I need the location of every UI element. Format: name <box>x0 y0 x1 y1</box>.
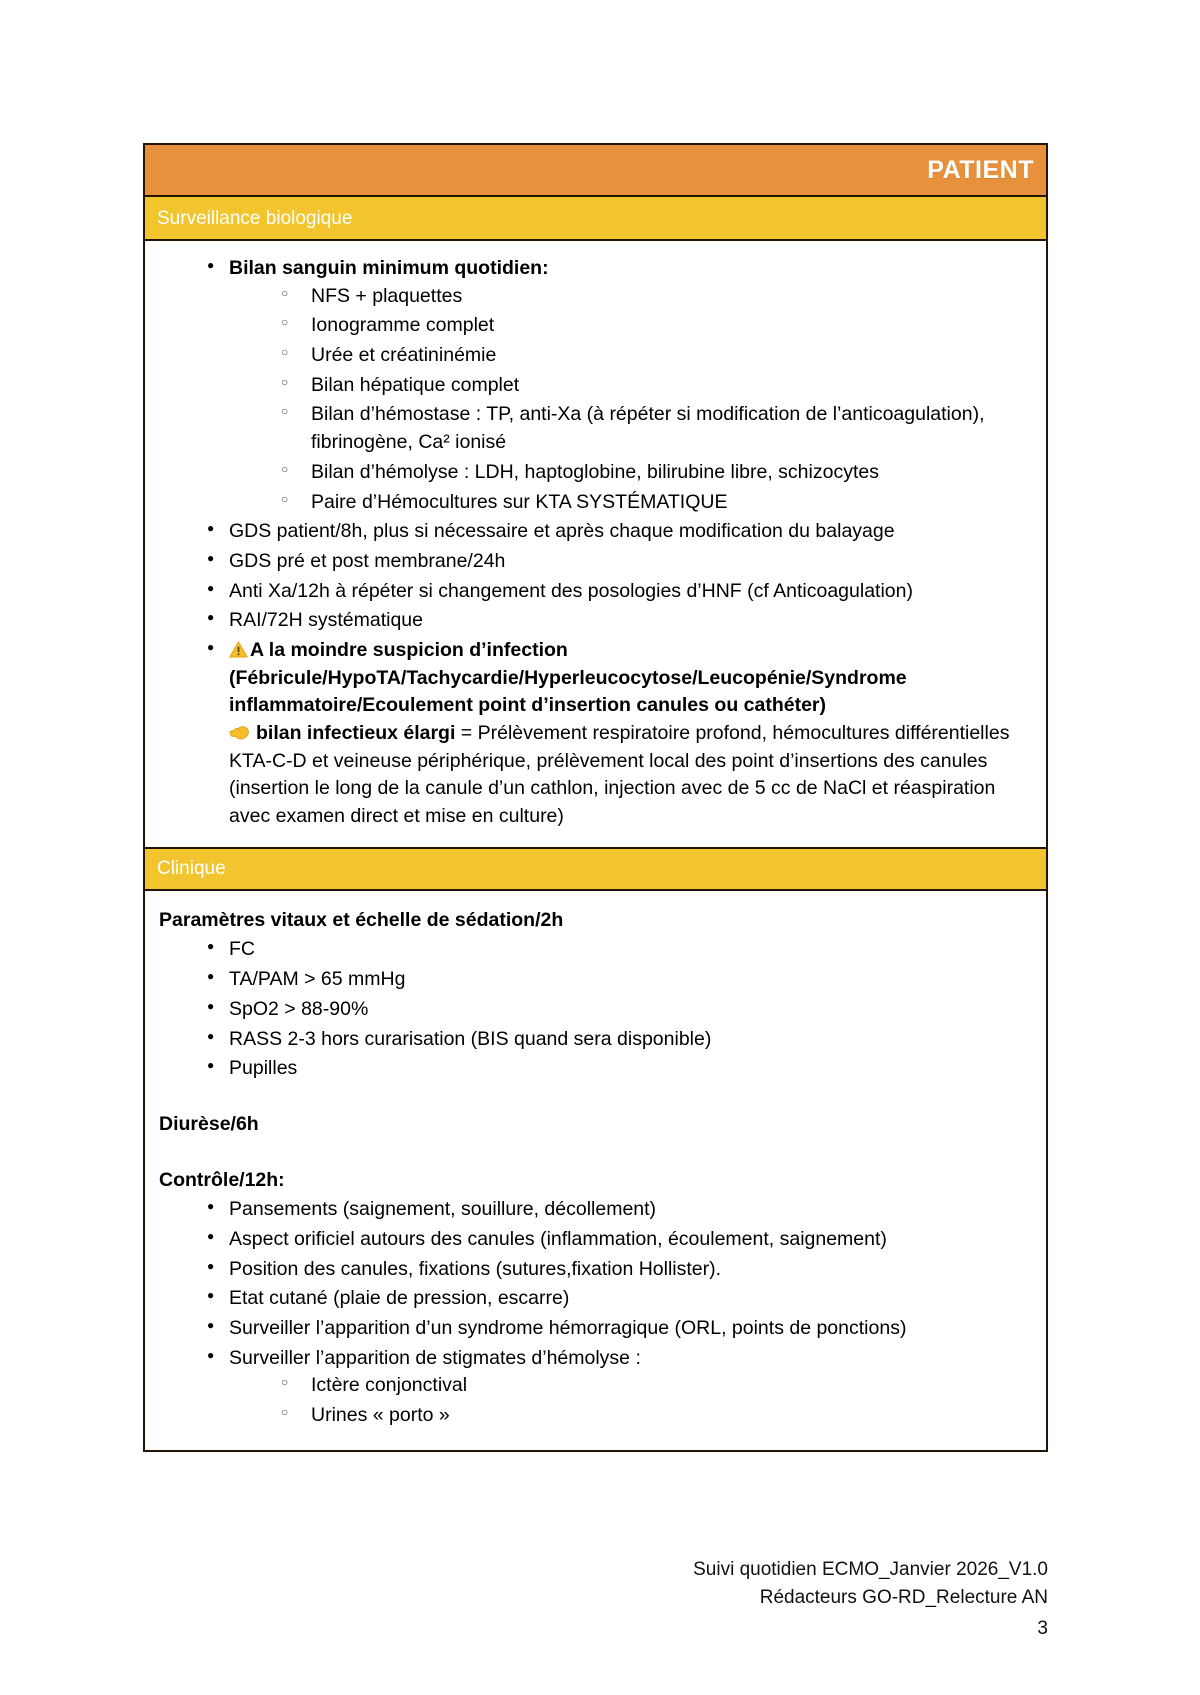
section-body-clinique <box>145 891 1046 1450</box>
sub-item-text: Urée et créatininémie <box>311 344 497 367</box>
hemolyse-sub-text: Ictère conjonctival <box>311 1374 468 1397</box>
list-item <box>281 342 1032 370</box>
sub-item-text: Ionogramme complet <box>311 314 495 337</box>
bilan-sublist <box>229 283 1032 517</box>
vital-text: SpO2 > 88-90% <box>229 997 369 1020</box>
list-item <box>207 936 1032 964</box>
bilan-elargi-label: bilan infectieux élargi <box>256 722 456 744</box>
content-table <box>143 143 1048 1452</box>
vital-text: FC <box>229 938 255 961</box>
diurese-lead: Diurèse/6h <box>159 1112 259 1135</box>
gds-membrane-text: GDS pré et post membrane/24h <box>229 549 506 572</box>
list-item <box>207 578 1032 606</box>
sub-item-text: Paire d’Hémocultures sur KTA SYSTÉMATIQUE <box>311 490 728 513</box>
surveillance-list <box>159 255 1032 831</box>
vitals-list <box>159 936 1032 1082</box>
bilan-elargi-text: = Prélèvement respiratoire profond, hémocultures différentielles KTA-C-D et veineuse périphérique, prélèvement local des point d’insertions des canules (insertion le long de la canule d’un cathlon, injection avec de 5 cc de NaCl et réaspiration avec examen direct et mise en culture) <box>229 722 1010 828</box>
vital-text: TA/PAM > 65 mmHg <box>229 968 406 991</box>
controle-text: Etat cutané (plaie de pression, escarre) <box>229 1287 570 1310</box>
list-item <box>207 1026 1032 1054</box>
list-item-infection <box>207 637 1032 831</box>
list-item <box>207 1226 1032 1254</box>
list-item <box>281 1372 1032 1400</box>
hemolyse-sub-text: Urines « porto » <box>311 1404 450 1427</box>
list-item <box>281 1402 1032 1430</box>
list-item <box>207 1315 1032 1343</box>
page-number: 3 <box>1037 1618 1048 1640</box>
anti-xa-text: Anti Xa/12h à répéter si changement des posologies d’HNF (cf Anticoagulation) <box>229 579 913 602</box>
list-item <box>281 401 1032 456</box>
list-item <box>281 312 1032 340</box>
controle-text: Pansements (saignement, souillure, décollement) <box>229 1198 657 1221</box>
controle-text: Surveiller l’apparition de stigmates d’hémolyse : <box>229 1346 641 1369</box>
section-title: Surveillance biologique <box>157 207 353 229</box>
list-item <box>207 996 1032 1024</box>
list-item <box>207 1345 1032 1430</box>
controle-lead: Contrôle/12h: <box>159 1168 285 1191</box>
sub-item-text: Bilan hépatique complet <box>311 373 520 396</box>
rai-text: RAI/72H systématique <box>229 609 424 632</box>
sub-item-text: Bilan d’hémolyse : LDH, haptoglobine, bilirubine libre, schizocytes <box>311 460 879 483</box>
controle-list <box>159 1196 1032 1430</box>
list-item <box>207 1285 1032 1313</box>
controle-text: Position des canules, fixations (sutures,fixation Hollister). <box>229 1257 722 1280</box>
list-item <box>281 283 1032 311</box>
page-footer <box>143 1556 1048 1643</box>
list-item <box>207 1055 1032 1083</box>
controle-text: Aspect orificiel autours des canules (inflammation, écoulement, saignement) <box>229 1227 887 1250</box>
pointing-finger-icon <box>229 724 251 742</box>
list-item <box>207 607 1032 635</box>
vital-text: RASS 2-3 hors curarisation (BIS quand sera disponible) <box>229 1027 712 1050</box>
bilan-lead-text: Bilan sanguin minimum quotidien: <box>229 257 549 279</box>
footer-line-1: Suivi quotidien ECMO_Janvier 2026_V1.0 <box>693 1559 1048 1580</box>
controle-text: Surveiller l’apparition d’un syndrome hémorragique (ORL, points de ponctions) <box>229 1317 907 1339</box>
section-header-surveillance-biologique <box>145 197 1046 241</box>
vital-text: Pupilles <box>229 1057 298 1080</box>
banner-title: PATIENT <box>927 155 1034 184</box>
list-item <box>207 1196 1032 1224</box>
infection-title-text: A la moindre suspicion d’infection <box>250 638 568 661</box>
hemolyse-sublist <box>229 1372 1032 1429</box>
list-item <box>281 459 1032 487</box>
vitals-lead: Paramètres vitaux et échelle de sédation/2h <box>159 908 564 931</box>
list-item <box>207 518 1032 546</box>
list-item <box>207 1256 1032 1284</box>
warning-triangle-icon <box>229 641 248 658</box>
list-item <box>281 489 1032 517</box>
sub-item-text: NFS + plaquettes <box>311 284 463 307</box>
list-item <box>207 255 1032 516</box>
section-title: Clinique <box>157 858 226 880</box>
footer-line-2: Rédacteurs GO-RD_Relecture AN <box>759 1586 1048 1608</box>
section-body-surveillance-biologique <box>145 241 1046 847</box>
section-header-clinique <box>145 847 1046 891</box>
patient-banner <box>145 145 1046 197</box>
sub-item-text: Bilan d’hémostase : TP, anti-Xa (à répéter si modification de l’anticoagulation), fibrinogène, Ca² ionisé <box>311 403 985 454</box>
gds-patient-text: GDS patient/8h, plus si nécessaire et après chaque modification du balayage <box>229 520 895 543</box>
infection-criteria-text: (Fébricule/HypoTA/Tachycardie/Hyperleucocytose/Leucopénie/Syndrome inflammatoire/Ecoulement point d’insertion canules ou cathéter) <box>229 666 907 717</box>
list-item <box>207 966 1032 994</box>
bilan-elargi-line <box>229 720 1032 831</box>
list-item <box>281 372 1032 400</box>
list-item <box>207 548 1032 576</box>
infection-block <box>229 637 1032 831</box>
